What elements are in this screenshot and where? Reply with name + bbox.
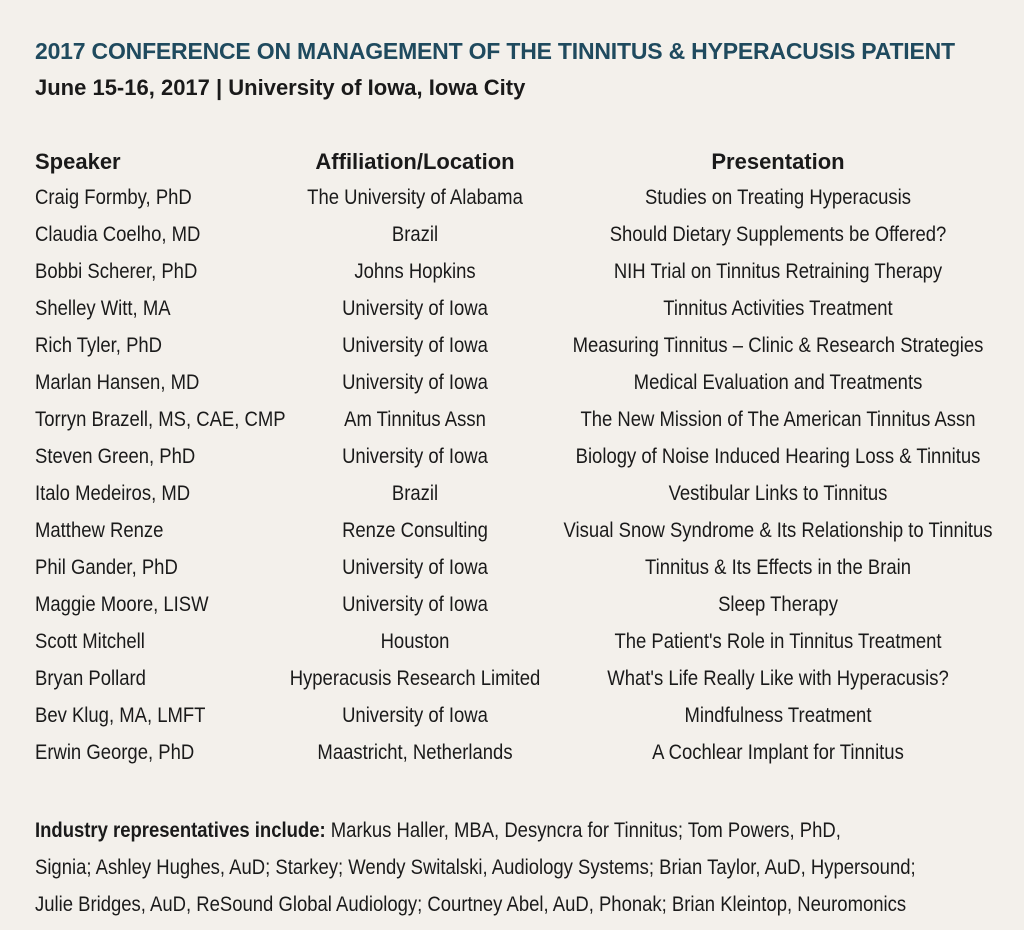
speaker-cell: Maggie Moore, LISW [35, 593, 209, 616]
affiliation-cell: University of Iowa [342, 704, 488, 727]
speaker-cell: Erwin George, PhD [35, 741, 195, 764]
speaker-cell: Italo Medeiros, MD [35, 482, 191, 505]
header-affiliation: Affiliation/Location [315, 149, 515, 174]
table-row [35, 293, 1005, 330]
affiliation-cell: Houston [380, 630, 450, 653]
affiliation-cell: University of Iowa [342, 297, 488, 320]
industry-line-1 [35, 812, 906, 849]
table-row [35, 589, 1005, 626]
affiliation-cell: University of Iowa [342, 371, 488, 394]
speaker-cell: Claudia Coelho, MD [35, 223, 201, 246]
presentation-cell: What's Life Really Like with Hyperacusis? [607, 667, 949, 690]
presentation-cell: Biology of Noise Induced Hearing Loss & Tinnitus [575, 445, 981, 468]
speaker-cell: Scott Mitchell [35, 630, 145, 653]
header-speaker: Speaker [35, 149, 121, 174]
table-row [35, 737, 1005, 774]
presentation-cell: Mindfulness Treatment [684, 704, 872, 727]
presentation-cell: Medical Evaluation and Treatments [633, 371, 923, 394]
affiliation-cell: University of Iowa [342, 593, 488, 616]
affiliation-cell: The University of Alabama [307, 186, 523, 209]
table-row [35, 441, 1005, 478]
speaker-cell: Phil Gander, PhD [35, 556, 178, 579]
speaker-cell: Shelley Witt, MA [35, 297, 171, 320]
table-row [35, 367, 1005, 404]
table-row [35, 515, 1005, 552]
industry-representatives [35, 812, 1024, 923]
speaker-cell: Bev Klug, MA, LMFT [35, 704, 206, 727]
conference-date-location: June 15-16, 2017 | University of Iowa, Iowa City [35, 75, 526, 100]
affiliation-cell: Am Tinnitus Assn [344, 408, 486, 431]
presentation-cell: Sleep Therapy [718, 593, 838, 616]
presentation-cell: Tinnitus Activities Treatment [663, 297, 893, 320]
industry-line-3: Julie Bridges, AuD, ReSound Global Audiology; Courtney Abel, AuD, Phonak; Brian Kleintop, Neuromonics [35, 893, 907, 916]
table-body [35, 182, 1005, 774]
table-row [35, 663, 1005, 700]
speaker-cell: Bobbi Scherer, PhD [35, 260, 198, 283]
presentation-cell: A Cochlear Implant for Tinnitus [652, 741, 904, 764]
presentation-cell: Measuring Tinnitus – Clinic & Research Strategies [572, 334, 984, 357]
table-row [35, 404, 1005, 441]
affiliation-cell: University of Iowa [342, 445, 488, 468]
affiliation-cell: Brazil [391, 482, 439, 505]
table-row [35, 478, 1005, 515]
affiliation-cell: Renze Consulting [342, 519, 488, 542]
table-row [35, 330, 1005, 367]
speaker-cell: Rich Tyler, PhD [35, 334, 163, 357]
affiliation-cell: Maastricht, Netherlands [317, 741, 513, 764]
presentation-cell: Studies on Treating Hyperacusis [644, 186, 912, 209]
speaker-cell: Marlan Hansen, MD [35, 371, 200, 394]
affiliation-cell: Johns Hopkins [354, 260, 476, 283]
affiliation-cell: Brazil [391, 223, 439, 246]
presentation-cell: The Patient's Role in Tinnitus Treatment [614, 630, 942, 653]
speaker-cell: Craig Formby, PhD [35, 186, 192, 209]
speaker-cell: Torryn Brazell, MS, CAE, CMP [35, 408, 286, 431]
speaker-cell: Bryan Pollard [35, 667, 146, 690]
table-row [35, 256, 1005, 293]
presentation-cell: The New Mission of The American Tinnitus Assn [580, 408, 976, 431]
presentation-cell: Visual Snow Syndrome & Its Relationship to Tinnitus [563, 519, 993, 542]
header-presentation: Presentation [711, 149, 845, 174]
industry-lead: Industry representatives include: [35, 819, 326, 842]
industry-text-1: Markus Haller, MBA, Desyncra for Tinnitus; Tom Powers, PhD, [325, 819, 841, 842]
affiliation-cell: Hyperacusis Research Limited [289, 667, 541, 690]
table-header-row [35, 145, 1005, 182]
presentation-cell: Tinnitus & Its Effects in the Brain [644, 556, 912, 579]
affiliation-cell: University of Iowa [342, 556, 488, 579]
conference-title: 2017 CONFERENCE ON MANAGEMENT OF THE TINNITUS & HYPERACUSIS PATIENT [35, 38, 955, 64]
presentation-cell: NIH Trial on Tinnitus Retraining Therapy [613, 260, 943, 283]
speaker-table [35, 145, 1005, 774]
industry-line-2: Signia; Ashley Hughes, AuD; Starkey; Wendy Switalski, Audiology Systems; Brian Taylor, AuD, Hypersound; [35, 856, 916, 879]
table-row [35, 700, 1005, 737]
table-row [35, 219, 1005, 256]
table-row [35, 626, 1005, 663]
table-row [35, 552, 1005, 589]
presentation-cell: Should Dietary Supplements be Offered? [609, 223, 947, 246]
table-row [35, 182, 1005, 219]
speaker-cell: Steven Green, PhD [35, 445, 196, 468]
speaker-cell: Matthew Renze [35, 519, 164, 542]
affiliation-cell: University of Iowa [342, 334, 488, 357]
presentation-cell: Vestibular Links to Tinnitus [668, 482, 888, 505]
